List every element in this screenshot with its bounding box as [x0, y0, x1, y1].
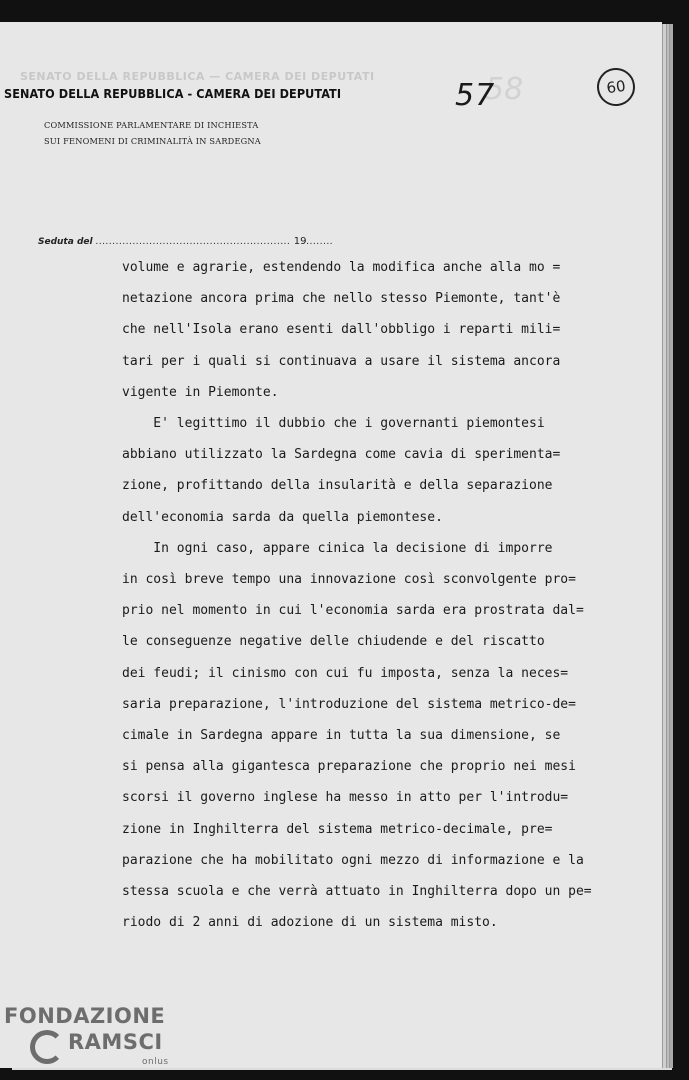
body-text-line: saria preparazione, l'introduzione del sistema metrico-de=	[122, 696, 576, 712]
document-page	[0, 22, 662, 1068]
body-text-line: netazione ancora prima che nello stesso Piemonte, tant'è	[122, 291, 561, 307]
body-text-line: stessa scuola e che verrà attuato in Inghilterra dopo un pe=	[122, 884, 592, 899]
session-year-blank: ........	[306, 237, 334, 247]
body-text-line: si pensa alla gigantesca preparazione che proprio nei mesi	[122, 759, 576, 775]
watermark-line-2: RAMSCI	[68, 1030, 163, 1054]
body-text-line: dei feudi; il cinismo con cui fu imposta, senza la neces=	[122, 665, 569, 681]
body-text-line: parazione che ha mobilitato ogni mezzo di informazione e la	[122, 852, 584, 868]
body-text-line: vigente in Piemonte.	[122, 384, 279, 400]
body-text-line: cimale in Sardegna appare in tutta la sua dimensione, se	[122, 728, 561, 743]
commission-line-1: COMMISSIONE PARLAMENTARE DI INCHIESTA	[44, 120, 259, 130]
session-year: 19	[293, 236, 307, 247]
body-text-line: in così breve tempo una innovazione così sconvolgente pro=	[122, 572, 576, 587]
body-text-line: volume e agrarie, estendendo la modifica anche alla mo =	[122, 260, 561, 275]
body-text-line: riodo di 2 anni di adozione di un sistema misto.	[122, 915, 498, 931]
commission-name	[44, 117, 261, 149]
bleed-through-header: SENATO DELLA REPUBBLICA — CAMERA DEI DEPUTATI	[20, 70, 375, 83]
institution-heading: SENATO DELLA REPUBBLICA - CAMERA DEI DEPUTATI	[4, 86, 342, 101]
watermark-line-1: FONDAZIONE	[4, 1004, 166, 1028]
body-text-line: le conseguenze negative delle chiudende e del riscatto	[122, 634, 545, 650]
body-text-line: scorsi il governo inglese ha messo in atto per l'introdu=	[122, 790, 569, 806]
commission-line-2: SUI FENOMENI DI CRIMINALITÀ IN SARDEGNA	[44, 136, 261, 146]
body-text-line: tari per i quali si continuava a usare il sistema ancora	[122, 353, 561, 369]
session-label: Seduta del	[38, 237, 93, 247]
circled-page-number: 60	[595, 66, 638, 109]
watermark-suffix: onlus	[142, 1057, 169, 1067]
body-text-line: prio nel momento in cui l'economia sarda era prostrata dal=	[122, 603, 584, 619]
body-text-line: abbiano utilizzato la Sardegna come cavia di sperimenta=	[122, 447, 561, 463]
body-text-line: che nell'Isola erano esenti dall'obbligo i reparti mili=	[122, 322, 561, 338]
body-text-line: zione, profittando della insularità e della separazione	[122, 478, 553, 494]
foundation-watermark	[4, 1004, 169, 1067]
body-text-line: zione in Inghilterra del sistema metrico-decimale, pre=	[122, 821, 553, 837]
body-text-line: In ogni caso, appare cinica la decisione di imporre	[122, 540, 553, 556]
folio-number: 57	[455, 78, 496, 113]
watermark-g-logo	[30, 1030, 64, 1064]
session-date-line	[38, 236, 333, 247]
body-text-line: E' legittimo il dubbio che i governanti piemontesi	[122, 416, 545, 431]
sheet-edge	[669, 24, 673, 1068]
session-date-blank: ..........................................................	[95, 237, 291, 247]
bleed-through-folio: 58	[485, 72, 524, 107]
body-text-line: dell'economia sarda da quella piemontese.	[122, 509, 443, 525]
